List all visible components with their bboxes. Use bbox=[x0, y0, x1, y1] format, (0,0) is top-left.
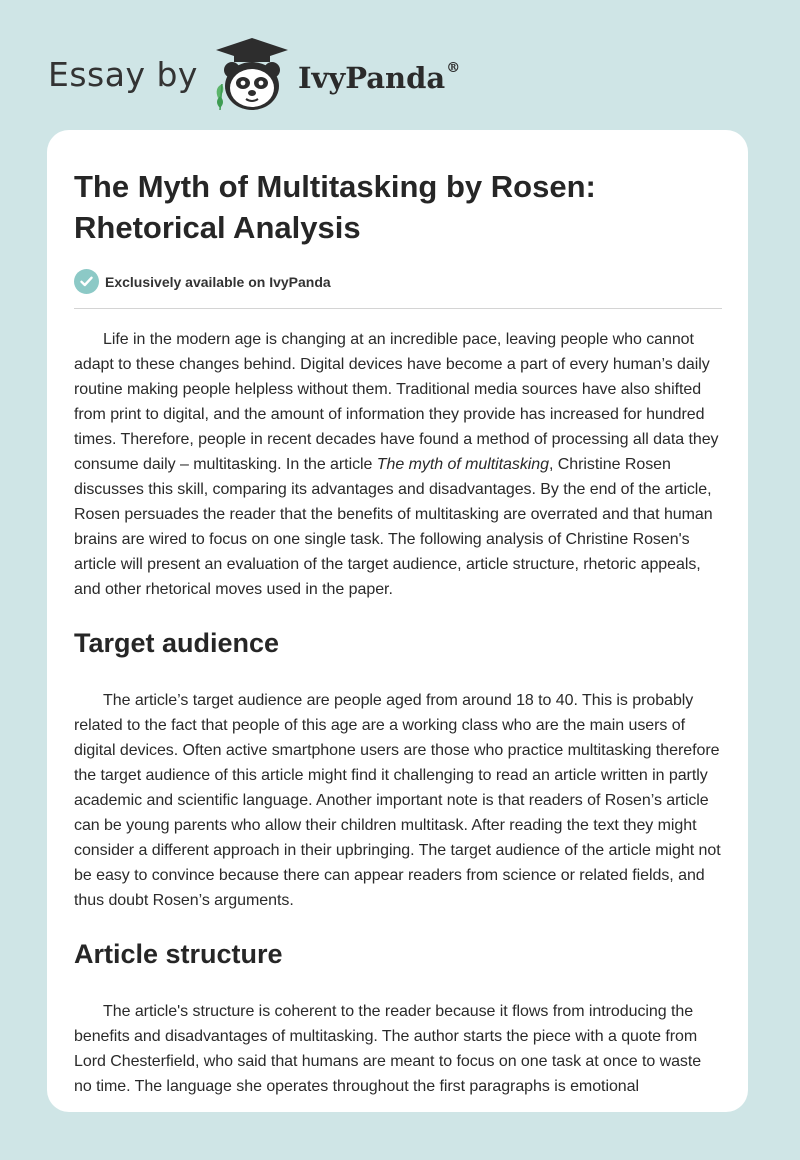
heading-target-audience: Target audience bbox=[74, 628, 280, 658]
article-title-reference: The myth of multitasking bbox=[376, 456, 549, 473]
exclusive-badge bbox=[74, 269, 722, 309]
site-header bbox=[48, 34, 460, 114]
registered-mark: ® bbox=[446, 59, 461, 76]
check-circle-icon bbox=[74, 269, 99, 294]
panda-graduate-icon[interactable] bbox=[212, 36, 292, 112]
brand-name[interactable]: IvyPanda® bbox=[297, 59, 461, 95]
intro-paragraph: Life in the modern age is changing at an incredible pace, leaving people who cannot adapt to these changes behind. Digital devices have become a part of every human’s daily routine making people helpless without them. Traditional media sources have also shifted from print to digital, and the amount of information they provide has increased for hundred times. Therefore, people in recent decades have found a method of processing all data they consume daily – multitasking. In the article The myth of multitasking, Christine Rosen discusses this skill, comparing its advantages and disadvantages. By the end of the article, Rosen persuades the reader that the benefits of multitasking are overrated and that human brains are wired to focus on one single task. The following analysis of Christine Rosen's article will present an evaluation of the target audience, article structure, rhetoric appeals, and other rhetorical moves used in the paper. bbox=[74, 331, 719, 598]
badge-label: Exclusively available on IvyPanda bbox=[105, 273, 331, 290]
page-title: The Myth of Multitasking by Rosen: Rhetorical Analysis bbox=[74, 169, 596, 245]
essay-by-label: Essay by bbox=[48, 54, 198, 94]
heading-article-structure: Article structure bbox=[74, 939, 283, 969]
article-structure-paragraph: The article's structure is coherent to the reader because it flows from introducing the benefits and disadvantages of multitasking. The author starts the piece with a quote from Lord Chesterfield, who said that humans are meant to focus on one task at once to waste no time. The language she operates throughout the first paragraphs is emotional bbox=[74, 1003, 702, 1095]
essay-card bbox=[47, 130, 748, 1112]
target-audience-paragraph: The article’s target audience are people aged from around 18 to 40. This is probably related to the fact that people of this age are a working class who are the main users of digital devices. Often active smartphone users are those who practice multitasking therefore the target audience of this article might find it challenging to read an article written in partly academic and scientific language. Another important note is that readers of Rosen’s article can be young parents who allow their children multitask. After reading the text they might consider a different approach in their upbringing. The target audience of the article might not be easy to convince because there can appear readers from science or related fields, and thus doubt Rosen’s arguments. bbox=[74, 692, 721, 909]
